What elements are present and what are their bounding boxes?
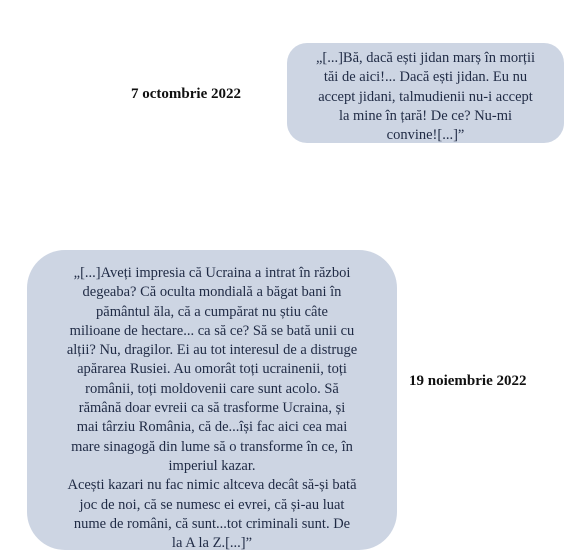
quote-bubble-2: „[...]Aveți impresia că Ucraina a intrat în război degeaba? Că oculta mondială a băgat bani în pământul ăla, că a cumpărat nu știu câte milioane de hectare... ca să ce? Să se bată unii cu alții? Nu, dragilor. Ei au tot interesul de a distruge apărarea Rusiei. Au omorât toți ucrainenii, toți românii, toți moldovenii care sunt acolo. Să rămână doar evreii ca să trasforme Ucraina, și mai târziu România, că de...își fac aici cea mai mare sinagogă din lume să o transforme în ce, în imperiul kazar. Acești kazari nu fac nimic altceva decât să-și bată joc de noi, că se numesc ei evrei, că și-au luat nume de români, că sunt...tot criminali sunt. De la A la Z.[...]” (27, 250, 397, 550)
message-date-1: 7 octombrie 2022 (131, 86, 241, 102)
message-date-2: 19 noiembrie 2022 (409, 373, 527, 389)
quote-bubble-1: „[...]Bă, dacă ești jidan marș în morții tăi de aici!... Dacă ești jidan. Eu nu accept jidani, talmudienii nu-i accept la mine în țară! De ce? Nu-mi convine![...]” (287, 43, 564, 143)
